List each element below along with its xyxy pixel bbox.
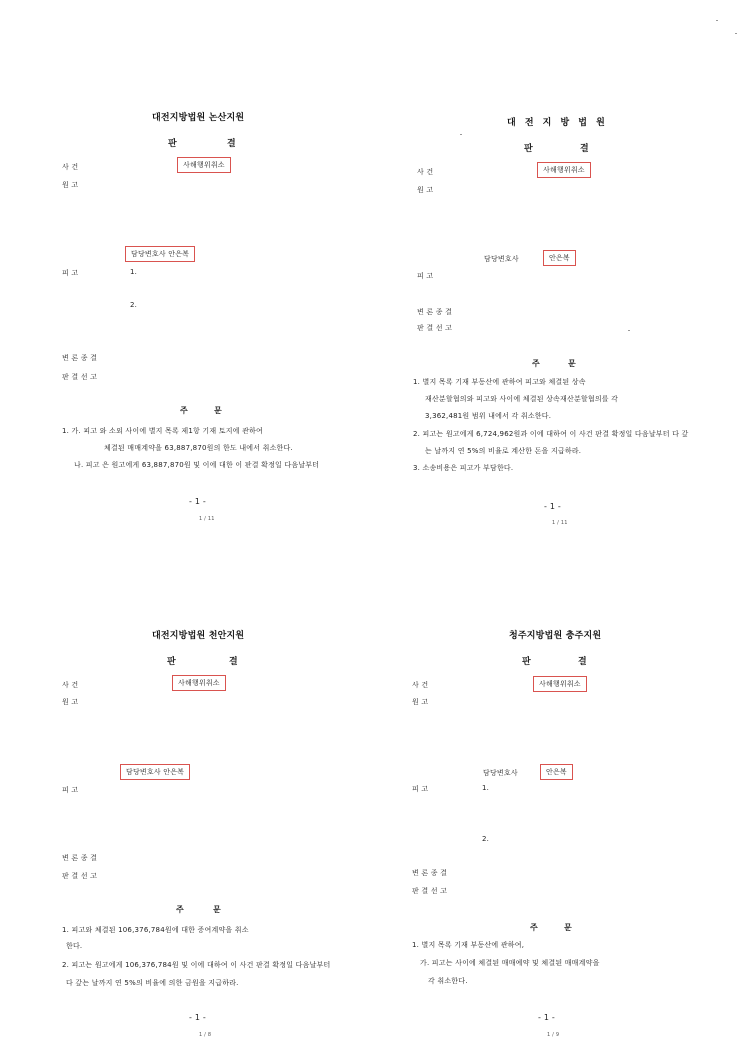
judgment-title-char-2: 결 <box>578 657 587 667</box>
judgment-title-char-2: 결 <box>227 139 236 149</box>
defendant-label: 피 고 <box>412 785 429 793</box>
judgment-title-char-2: 결 <box>580 144 589 154</box>
order-line: 2. 피고는 원고에게 6,724,962원과 이에 대하여 이 사건 판결 확정일 다음날부터 다 갚 <box>413 430 689 438</box>
order-line: 1. 가. 피고 와 소외 사이에 별지 목록 제1항 기재 토지에 관하여 <box>62 427 263 435</box>
court-name: 대전지방법원 천안지원 <box>152 631 245 641</box>
page-count: 1 / 9 <box>547 1032 560 1038</box>
scan-speck <box>735 33 737 34</box>
case-label: 사 건 <box>417 168 434 176</box>
closing-label: 변 론 종 결 <box>417 308 453 316</box>
judgment-page-1 <box>0 0 371 525</box>
order-line: 1. 피고와 체결된 106,376,784원에 대한 증여계약을 취소 <box>62 926 249 934</box>
scan-speck <box>716 20 718 21</box>
case-name-highlight: 사해행위취소 <box>537 162 591 178</box>
order-title-char-2: 문 <box>213 905 221 914</box>
order-line: 1. 별지 목록 기재 부동산에 관하여, <box>412 941 525 949</box>
judgment-title-char-1: 판 <box>522 657 531 667</box>
court-name: 대 전 지 방 법 원 <box>507 118 608 128</box>
closing-label: 변 론 종 결 <box>62 854 98 862</box>
order-line: 가. 피고는 사이에 체결된 매매예약 및 체결된 매매계약을 <box>420 959 600 967</box>
plaintiff-label: 원 고 <box>62 698 79 706</box>
judgment-page-3 <box>0 526 371 1051</box>
case-label: 사 건 <box>62 681 79 689</box>
judgment-page-2 <box>372 0 743 525</box>
order-title-char-2: 문 <box>214 406 222 415</box>
sentence-label: 판 결 선 고 <box>62 373 98 381</box>
order-line: 3,362,481원 범위 내에서 각 취소한다. <box>425 412 552 420</box>
order-title-char-1: 주 <box>180 406 188 415</box>
order-title-char-1: 주 <box>530 923 538 932</box>
order-title-char-1: 주 <box>532 359 540 368</box>
defendant-item-1: 1. <box>130 268 138 276</box>
judgment-title-char-1: 판 <box>167 657 176 667</box>
order-title-char-2: 문 <box>564 923 572 932</box>
judgment-title-char-1: 판 <box>524 144 533 154</box>
case-label: 사 건 <box>62 163 79 171</box>
order-line: 체결된 매매계약을 63,887,870원의 한도 내에서 취소한다. <box>104 444 293 452</box>
plaintiff-label: 원 고 <box>62 181 79 189</box>
attorney-highlight: 담당변호사 안은복 <box>120 764 190 780</box>
case-name-highlight: 사해행위취소 <box>533 676 587 692</box>
order-line: 다 갚는 날까지 연 5%의 비율에 의한 금원을 지급하라. <box>66 979 239 987</box>
order-line: 재산분할협의와 피고와 사이에 체결된 상속재산분할협의를 각 <box>425 395 619 403</box>
order-title-char-2: 문 <box>568 359 576 368</box>
defendant-item-2: 2. <box>130 301 138 309</box>
defendant-item-1: 1. <box>482 784 490 792</box>
sentence-label: 판 결 선 고 <box>417 324 453 332</box>
attorney-label: 담당변호사 <box>484 255 519 263</box>
page-count: 1 / 11 <box>552 520 568 526</box>
sentence-label: 판 결 선 고 <box>62 872 98 880</box>
page-count: 1 / 11 <box>199 516 215 522</box>
page-number: - 1 - <box>189 497 206 506</box>
order-line: 2. 피고는 원고에게 106,376,784원 및 이에 대하여 이 사건 판결 확정일 다음날부터 <box>62 961 331 969</box>
attorney-name-highlight: 안은복 <box>540 764 573 780</box>
case-name-highlight: 사해행위취소 <box>177 157 231 173</box>
judgment-title-char-2: 결 <box>229 657 238 667</box>
defendant-label: 피 고 <box>62 269 79 277</box>
attorney-highlight: 담당변호사 안은복 <box>125 246 195 262</box>
plaintiff-label: 원 고 <box>417 186 434 194</box>
page-number: - 1 - <box>189 1013 206 1022</box>
closing-label: 변 론 종 결 <box>412 869 448 877</box>
attorney-name-highlight: 안은복 <box>543 250 576 266</box>
order-line: 각 취소한다. <box>428 977 468 985</box>
sentence-label: 판 결 선 고 <box>412 887 448 895</box>
order-line: 3. 소송비용은 피고가 부담한다. <box>413 464 514 472</box>
page-number: - 1 - <box>538 1013 555 1022</box>
page-count: 1 / 8 <box>199 1032 212 1038</box>
plaintiff-label: 원 고 <box>412 698 429 706</box>
page-number: - 1 - <box>544 502 561 511</box>
case-label: 사 건 <box>412 681 429 689</box>
court-name: 대전지방법원 논산지원 <box>152 113 245 123</box>
defendant-label: 피 고 <box>62 786 79 794</box>
case-name-highlight: 사해행위취소 <box>172 675 226 691</box>
order-title-char-1: 주 <box>176 905 184 914</box>
order-line: 는 날까지 연 5%의 비율로 계산한 돈을 지급하라. <box>425 447 582 455</box>
order-line: 나. 피고 은 원고에게 63,887,870원 및 이에 대한 이 판결 확정일 다음날부터 <box>74 461 320 469</box>
order-line: 1. 별지 목록 기재 부동산에 관하여 피고와 체결된 상속 <box>413 378 586 386</box>
court-name: 청주지방법원 충주지원 <box>509 631 602 641</box>
defendant-label: 피 고 <box>417 272 434 280</box>
closing-label: 변 론 종 결 <box>62 354 98 362</box>
judgment-title-char-1: 판 <box>168 139 177 149</box>
order-line: 한다. <box>66 942 83 950</box>
defendant-item-2: 2. <box>482 835 490 843</box>
scan-speck <box>628 330 630 331</box>
attorney-label: 담당변호사 <box>483 769 518 777</box>
judgment-page-4 <box>372 526 743 1051</box>
scan-speck <box>460 134 462 135</box>
